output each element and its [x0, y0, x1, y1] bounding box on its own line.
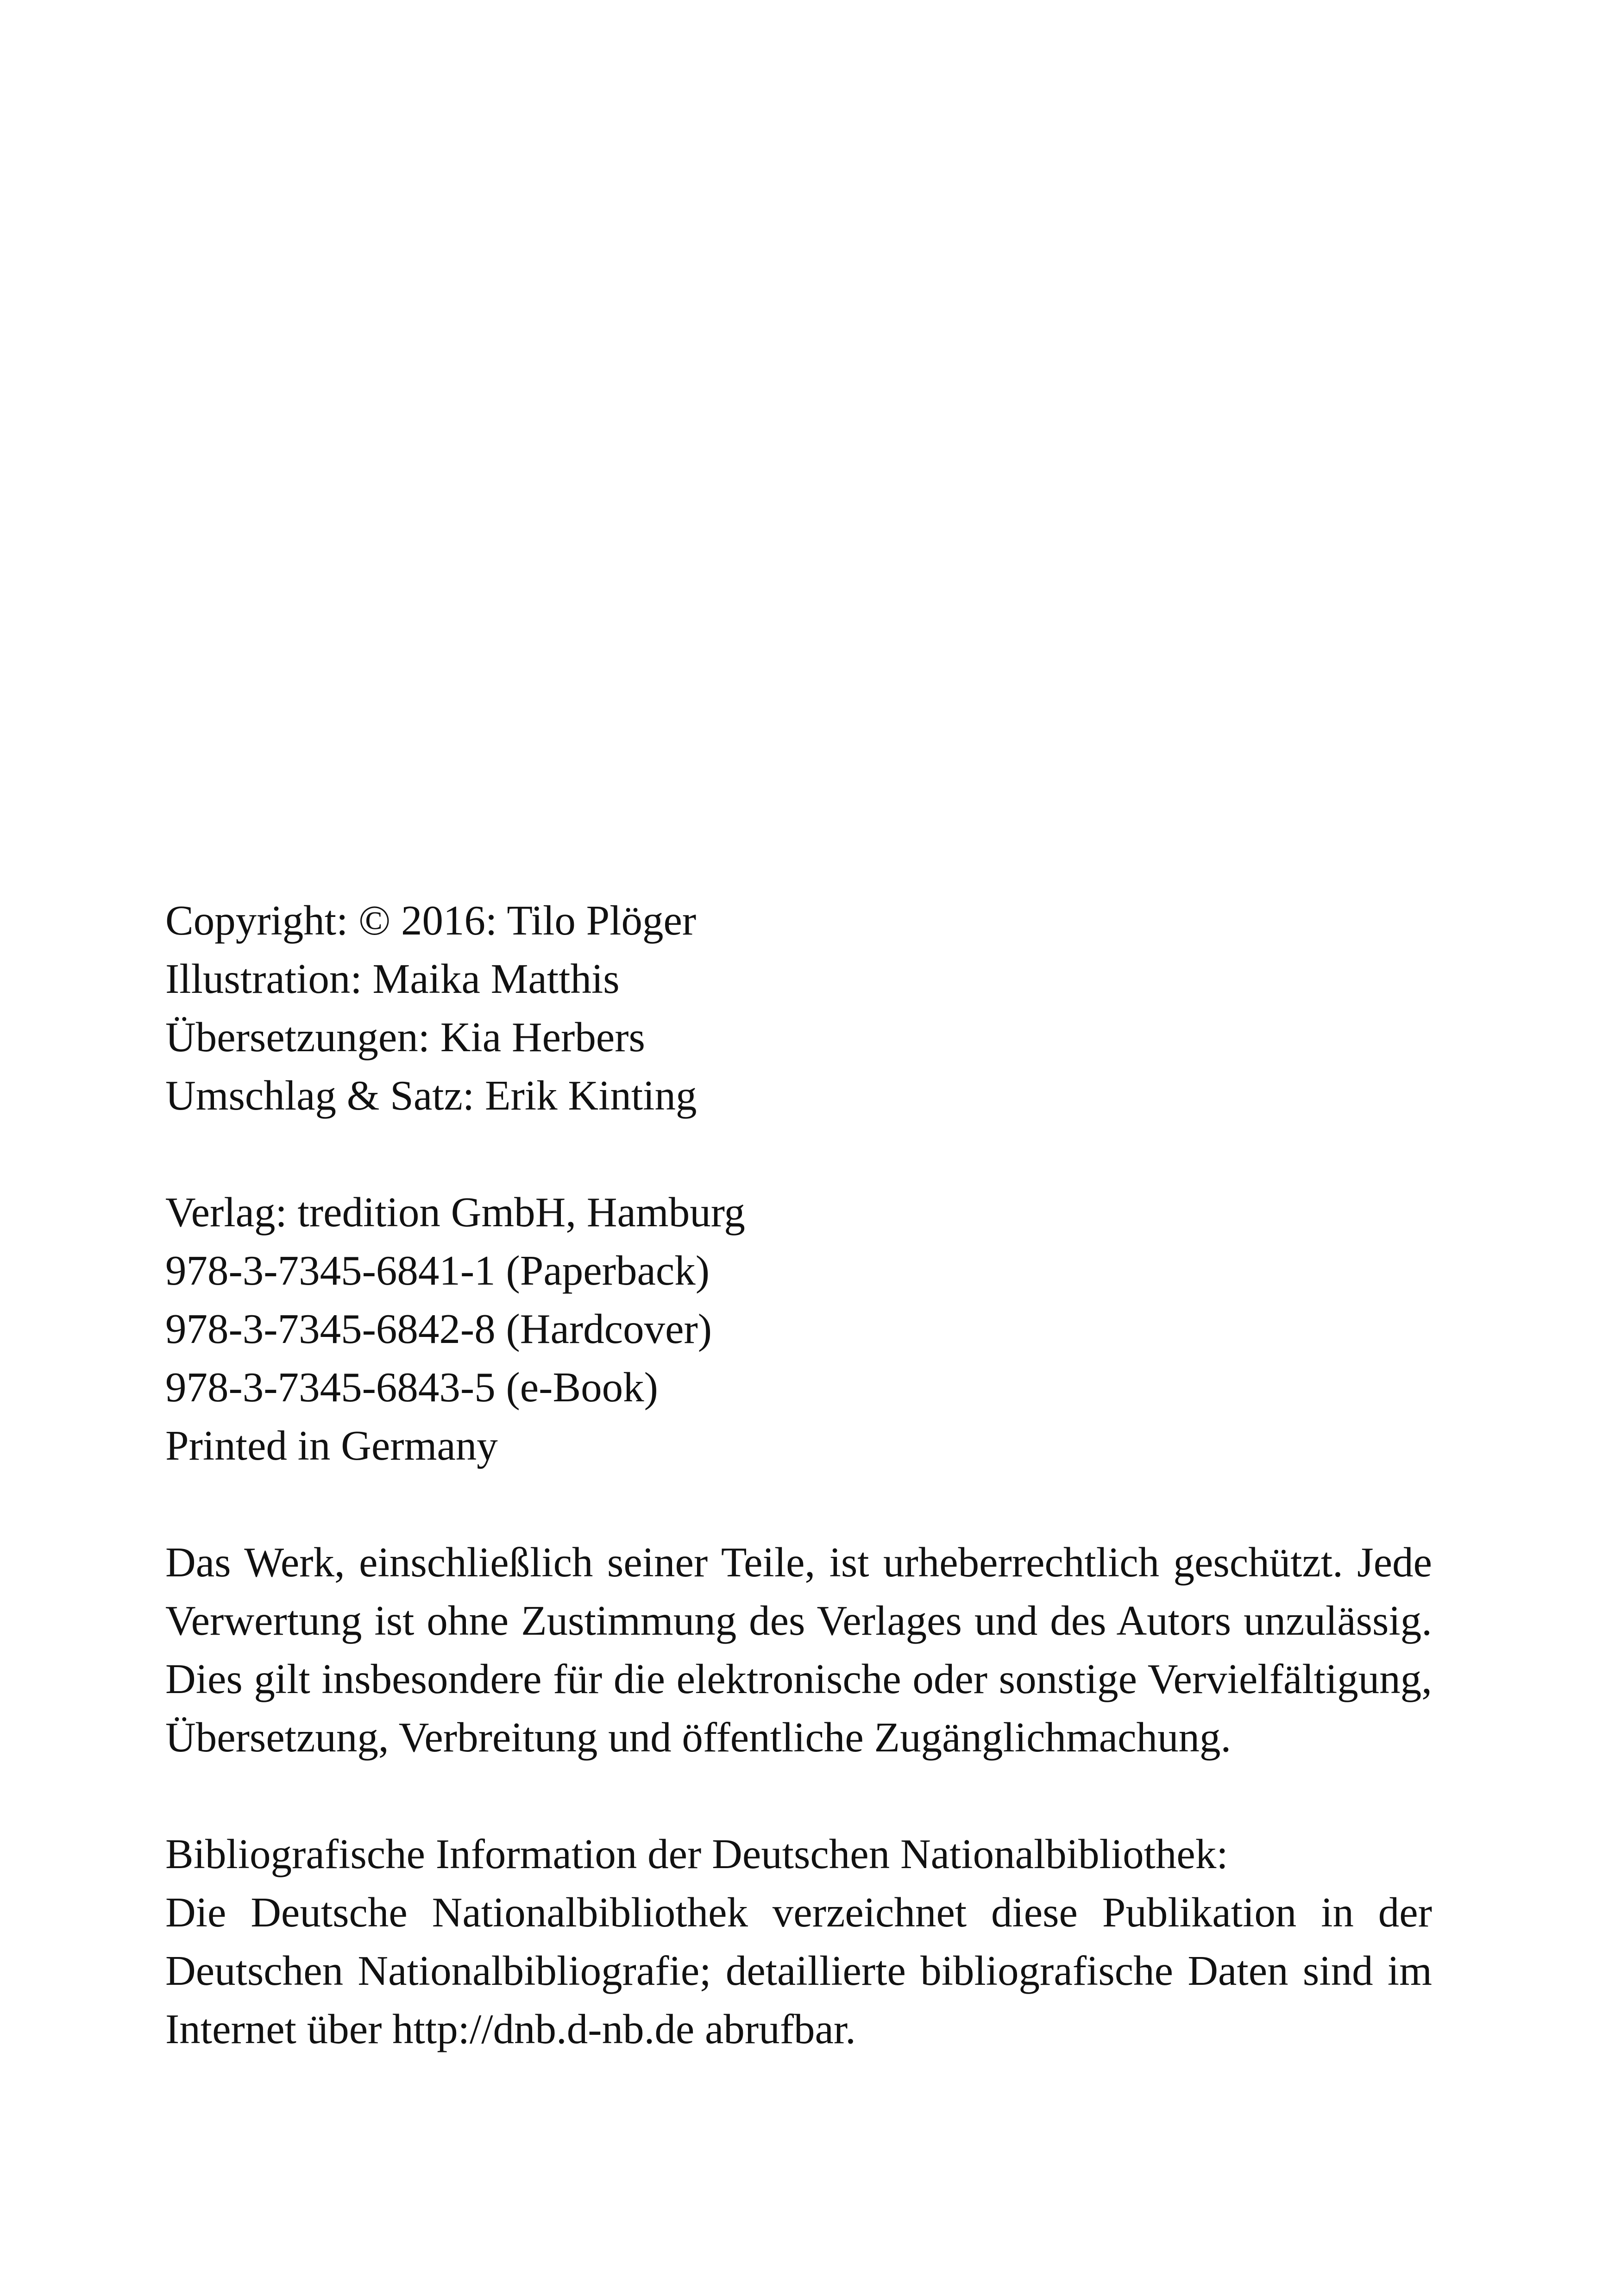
isbn-paperback-line: 978-3-7345-6841-1 (Paperback)	[165, 1247, 710, 1294]
spacer	[165, 1767, 1432, 1825]
copyright-line: Copyright: © 2016: Tilo Plöger	[165, 897, 697, 944]
bibliographic-heading: Bibliografische Information der Deutschen Nationalbibliothek:	[165, 1831, 1228, 1877]
imprint-content	[165, 891, 1432, 2058]
bibliographic-line: Deutschen Nationalbibliografie; detaillierte bibliografische Daten sind im	[165, 1947, 1432, 1994]
bibliographic-line: Die Deutsche Nationalbibliothek verzeichnet diese Publikation in der	[165, 1889, 1432, 1936]
publishing-block	[165, 1183, 1432, 1475]
translations-line: Übersetzungen: Kia Herbers	[165, 1014, 645, 1060]
bibliographic-line: Internet über http://dnb.d-nb.de abrufbar.	[165, 2006, 856, 2052]
credits-block	[165, 891, 1432, 1125]
publisher-line: Verlag: tredition GmbH, Hamburg	[165, 1189, 745, 1236]
isbn-hardcover-line: 978-3-7345-6842-8 (Hardcover)	[165, 1305, 712, 1352]
rights-notice	[165, 1533, 1432, 1767]
printed-line: Printed in Germany	[165, 1422, 498, 1469]
spacer	[165, 1125, 1432, 1183]
cover-typesetting-line: Umschlag & Satz: Erik Kinting	[165, 1072, 697, 1119]
illustration-line: Illustration: Maika Matthis	[165, 955, 620, 1002]
spacer	[165, 1475, 1432, 1533]
rights-notice-line: Übersetzung, Verbreitung und öffentliche Zugänglichmachung.	[165, 1714, 1231, 1761]
isbn-ebook-line: 978-3-7345-6843-5 (e-Book)	[165, 1364, 658, 1411]
rights-notice-line: Verwertung ist ohne Zustimmung des Verlages und des Autors unzulässig.	[165, 1597, 1432, 1644]
rights-notice-line: Das Werk, einschließlich seiner Teile, ist urheberrechtlich geschützt. Jede	[165, 1539, 1432, 1586]
bibliographic-info	[165, 1825, 1432, 2058]
rights-notice-line: Dies gilt insbesondere für die elektronische oder sonstige Vervielfältigung,	[165, 1656, 1432, 1702]
